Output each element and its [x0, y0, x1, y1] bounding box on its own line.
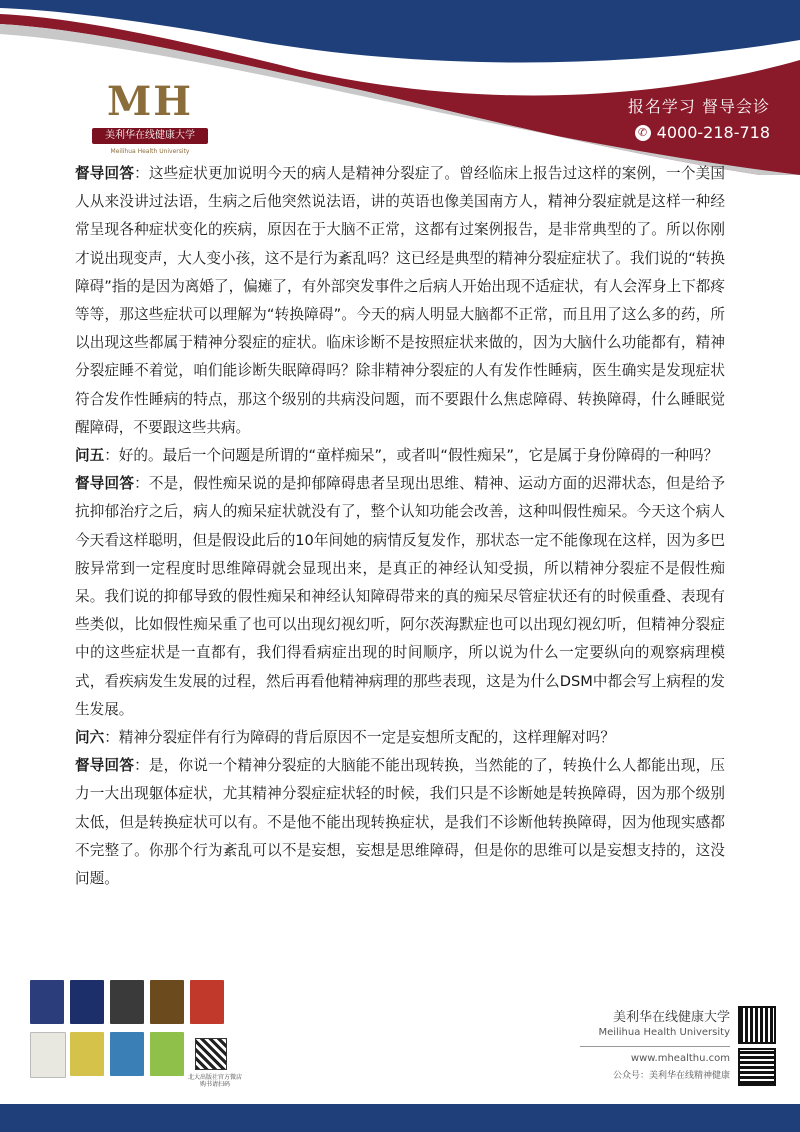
speaker-label: 督导回答: [75, 165, 135, 182]
university-logo: [90, 72, 210, 162]
logo-subtitle: Meilihua Health University: [110, 148, 190, 155]
book-cover: [110, 1032, 144, 1076]
paragraph-text: ：不是，假性痴呆说的是抑郁障碍患者呈现出思维、精神、运动方面的迟滞状态，但是给予抗抑郁治疗之后，病人的痴呆症状就没有了，整个认知功能会改善，这种叫假性痴呆。今天这个病人今天看这样聪明，但是假设此后的10年间她的病情反复发作，那状态一定不能像现在这样，因为多巴胺异常到一定程度时思维障碍就会显现出来，是真正的神经认知受损，所以精神分裂症不是假性痴呆。我们说的抑郁导致的假性痴呆和神经认知障碍带来的真的痴呆尽管症状还有的时候重叠、表现有些类似，比如假性痴呆重了也可以出现幻视幻听，阿尔茨海默症也可以出现幻视幻听，但精神分裂症中的这些症状是一直都有，我们得看病症出现的时间顺序，所以说为什么一定要纵向的观察病理模式，看疾病发生发展的过程，然后再看他精神病理的那些表现，这是为什么DSM中都会写上病程的发生发展。: [75, 475, 725, 718]
book-cover: [150, 1032, 184, 1076]
brand-name-en: Meilihua Health University: [598, 1027, 730, 1038]
paragraph-text: ：好的。最后一个问题是所谓的“童样痴呆”，或者叫“假性痴呆”，它是属于身份障碍的一种吗？: [104, 447, 719, 465]
header-contact: [628, 94, 770, 142]
paragraph-answer-3: [75, 752, 725, 893]
wechat-account: 公众号：美利华在线精神健康: [612, 1071, 730, 1081]
books-caption: 北大出版社官方微店 购书请扫码: [187, 1074, 242, 1088]
book-cover: [190, 980, 224, 1024]
speaker-label: 问六: [75, 729, 105, 747]
speaker-label: 督导回答: [75, 475, 135, 493]
speaker-label: 督导回答: [75, 757, 135, 775]
speaker-label: 问五: [75, 447, 105, 465]
brand-name-cn: 美利华在线健康大学: [612, 1010, 730, 1025]
paragraph-text: ：这些症状更加说明今天的病人是精神分裂症了。曾经临床上报告过这样的案例，一个美国人从来没讲过法语，生病之后他突然说法语，讲的英语也像美国南方人，精神分裂症就是这样一种经常呈现各种症状变化的疾病，原因在于大脑不正常，这都有过案例报告，是非常典型的了。所以你刚才说出现变声，大人变小孩，这不是行为紊乱吗？这已经是典型的精神分裂症症状了。我们说的“转换障碍”指的是因为离婚了，偏瘫了，有外部突发事件之后病人开始出现不适症状，有人会浑身上下都疼等等，那这些症状可以理解为“转换障碍”。今天的病人明显大脑都不正常，而且用了这么多的药，所以出现这些都属于精神分裂症的症状。临床诊断不是按照症状来做的，因为大脑什么功能都有，精神分裂症睡不着觉，咱们能诊断失眠障碍吗？除非精神分裂症的人有发作性睡病，医生确实是发现症状符合发作性睡病的特点，那这个级别的共病没问题，而不要跟什么焦虑障碍、转换障碍，什么睡眠觉醒障碍，不要跟这些共病。: [75, 165, 725, 436]
qr-code-icon: [195, 1038, 227, 1070]
book-covers: [30, 980, 242, 1090]
phone-number: 4000-218-718: [656, 123, 770, 142]
transcript-body: [75, 160, 725, 893]
footer-bar: [0, 1104, 800, 1132]
paragraph-answer-1: [75, 160, 725, 442]
paragraph-text: ：精神分裂症伴有行为障碍的背后原因不一定是妄想所支配的，这样理解对吗？: [104, 729, 615, 747]
book-cover: [30, 1032, 66, 1078]
book-cover: [150, 980, 184, 1024]
book-cover: [70, 1032, 104, 1076]
qr-code-icon: [740, 1008, 774, 1042]
qr-code-icon: [740, 1050, 774, 1084]
logo-mark: MH: [106, 78, 194, 125]
book-cover: [110, 980, 144, 1024]
book-cover: [30, 980, 64, 1024]
logo-banner: 美利华在线健康大学: [92, 128, 208, 144]
phone-line: [628, 123, 770, 142]
header-slogan: 报名学习 督导会诊: [627, 97, 770, 116]
website-url: www.mhealthu.com: [630, 1053, 730, 1064]
book-cover: [70, 980, 104, 1024]
paragraph-question-6: [75, 724, 725, 752]
paragraph-answer-2: [75, 470, 725, 724]
paragraph-text: ：是，你说一个精神分裂症的大脑能不能出现转换，当然能的了，转换什么人都能出现，压力一大出现躯体症状，尤其精神分裂症症状轻的时候，我们只是不诊断她是转换障碍，因为那个级别太低，但是转换症状可以有。不是他不能出现转换症状，是我们不诊断他转换障碍，因为他现实感都不完整了。你那个行为紊乱可以不是妄想，妄想是思维障碍，但是你的思维可以是妄想支持的，这没问题。: [75, 757, 725, 888]
paragraph-question-5: [75, 442, 725, 470]
brand-divider: [580, 1046, 730, 1047]
footer-brand: [580, 1006, 730, 1081]
phone-icon: ✆: [635, 125, 651, 141]
